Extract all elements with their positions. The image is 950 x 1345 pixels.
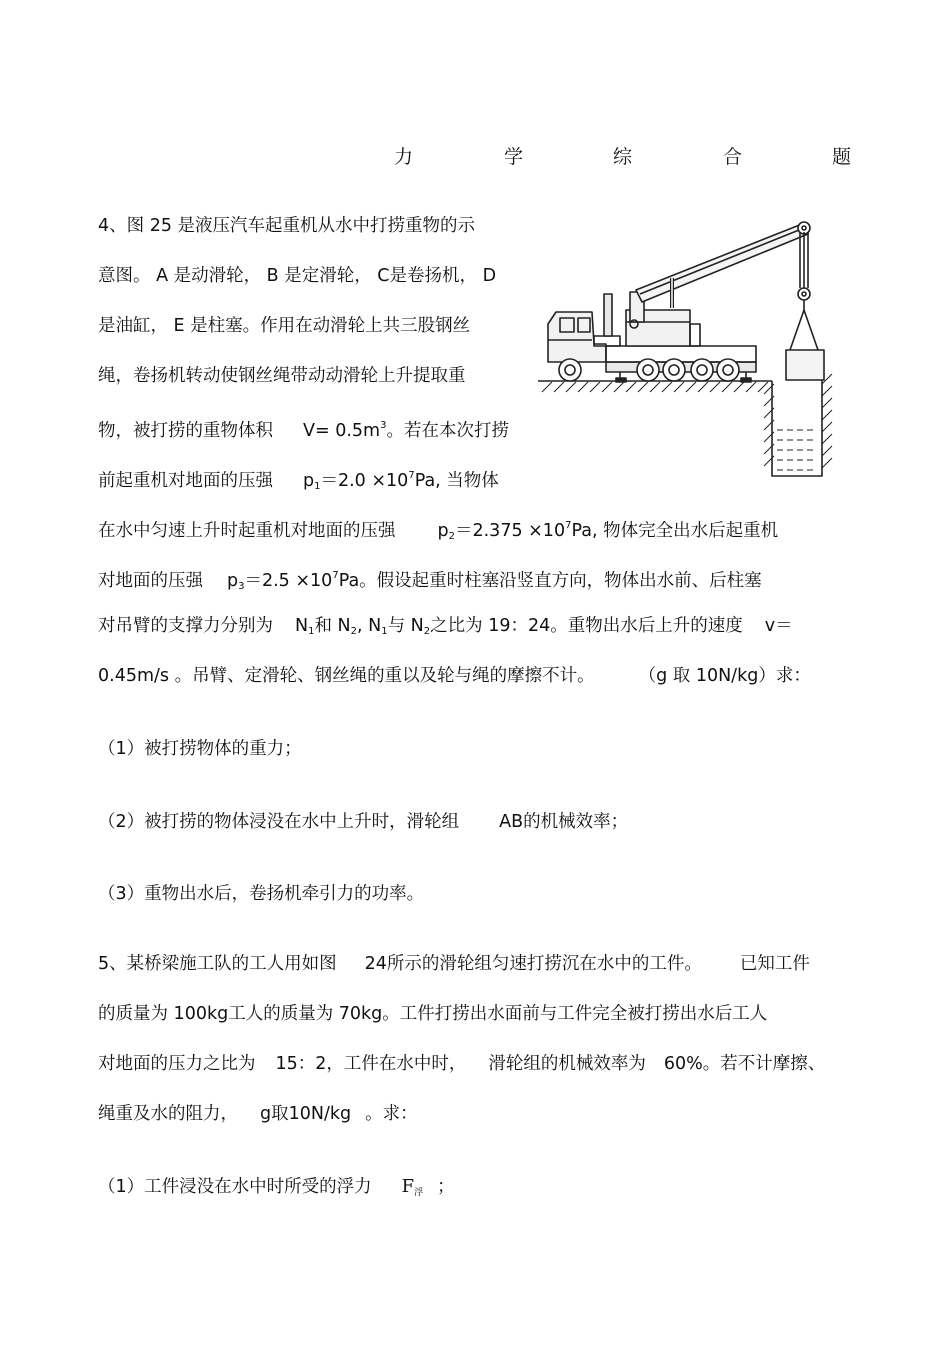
q5-line-1: 5、某桥梁施工队的工人用如图 24所示的滑轮组匀速打捞沉在水中的工件。 已知工件	[98, 954, 810, 974]
title-char: 力	[394, 146, 414, 168]
q5-sub-question-1: （1）工件浸没在水中时所受的浮力 $F_浮$ ；	[98, 1176, 455, 1198]
q4-line-3: 是油缸， E 是柱塞。作用在动滑轮上共三股钢丝	[98, 316, 471, 336]
q4-sub-question-3: （3）重物出水后，卷扬机牵引力的功率。	[98, 884, 425, 904]
q4-line-7: 在水中匀速上升时起重机对地面的压强 $p_2=2.375 \times 10^7Pa$, 物体完全出水后起重机	[98, 520, 779, 542]
q5-line-4: 绳重及水的阻力， g取10N/kg 。求：	[98, 1104, 418, 1124]
q4-sub-question-2: （2）被打捞的物体浸没在水中上升时，滑轮组 AB的机械效率；	[98, 812, 629, 832]
hoist-cable	[790, 232, 818, 350]
q4-line-2: 意图。 A 是动滑轮， B 是定滑轮， C是卷扬机， D	[98, 266, 497, 286]
ground	[538, 374, 832, 468]
q5-line-2: 的质量为 100kg工人的质量为 70kg。工件打捞出水面前与工件完全被打捞出水后工人	[98, 1004, 768, 1024]
q4-line-5: 物，被打捞的重物体积 $V= 0.5m^3$。若在本次打捞	[98, 420, 509, 441]
page-title	[380, 142, 880, 168]
q4-line-4: 绳，卷扬机转动使钢丝绳带动动滑轮上升提取重	[98, 366, 466, 386]
q4-line-9: 对吊臂的支撑力分别为 $N_1$和 $N_2$, $N_1$与 $N_2$之比为 19：24。重物出水后上升的速度 v＝	[98, 616, 793, 637]
title-char: 综	[613, 146, 633, 168]
crane-figure	[536, 212, 856, 484]
title-char: 合	[723, 146, 743, 168]
q4-line-1: 4、图 25 是液压汽车起重机从水中打捞重物的示	[98, 216, 476, 236]
q5-line-3: 对地面的压力之比为 15：2，工件在水中时， 滑轮组的机械效率为 60%。若不计摩擦、	[98, 1054, 826, 1074]
load-block	[786, 350, 824, 380]
title-char: 题	[832, 146, 852, 168]
q4-line-8: 对地面的压强 $p_3=2.5 \times 10^7Pa$。假设起重时柱塞沿竖直方向，物体出水前、后柱塞	[98, 570, 762, 592]
water-tank	[772, 374, 822, 476]
q4-line-10: 0.45m/s 。吊臂、定滑轮、钢丝绳的重以及轮与绳的摩擦不计。 （g 取 10N/kg）求：	[98, 666, 811, 686]
title-char: 学	[504, 146, 524, 168]
q4-sub-question-1: （1）被打捞物体的重力；	[98, 739, 302, 759]
q4-line-6: 前起重机对地面的压强 $p_1=2.0 \times 10^7Pa$, 当物体	[98, 470, 499, 492]
